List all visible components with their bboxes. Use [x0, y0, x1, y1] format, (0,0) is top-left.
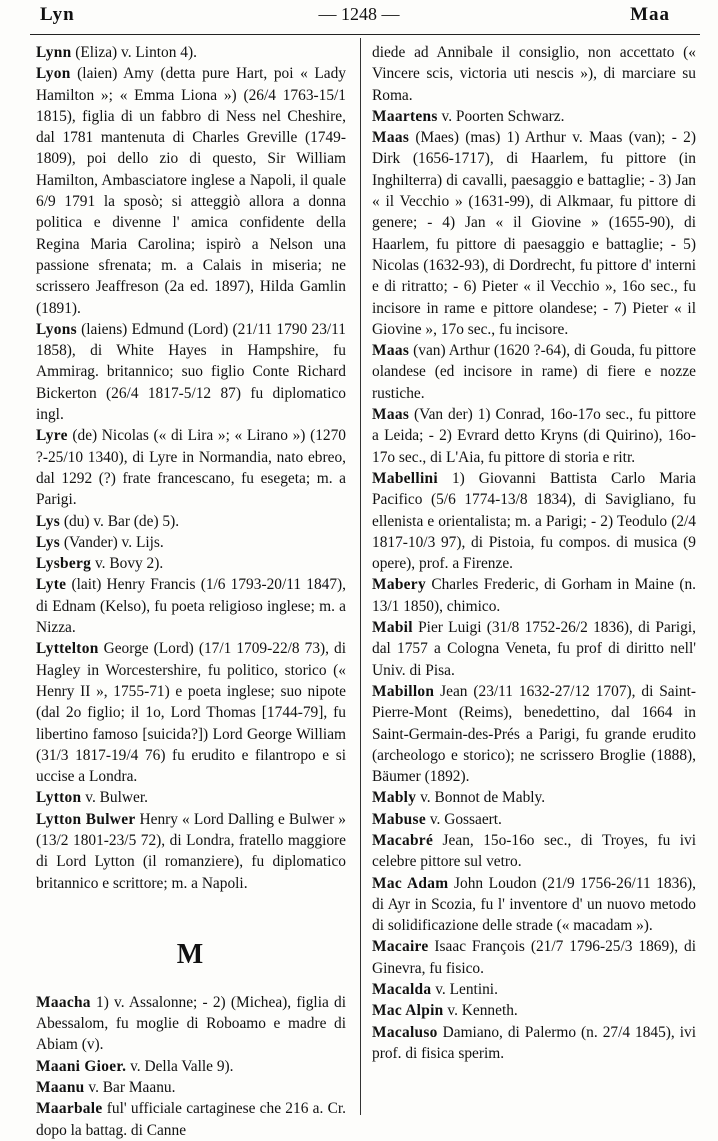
dictionary-entry: [36, 787, 346, 808]
entry-headword: Lyre: [36, 427, 68, 445]
right-entries: [372, 42, 696, 1064]
dictionary-entry: [372, 468, 696, 574]
entry-text: 1) Giovanni Battista Carlo Maria Pacifico (5/6 1774-13/8 1834), di Savigliano, fu ellenista e orientalista; m. a Parigi; - 2) Teodulo (2/4 1817-10/3 97), di Pistoia, fu compos. di musica (9 opere), prof. a Firenze.: [372, 469, 696, 573]
entry-headword: Maacha: [36, 993, 91, 1011]
dictionary-entry: [36, 511, 346, 532]
entry-text: Damiano, di Palermo (n. 27/4 1845), ivi prof. di fisica sperim.: [372, 1023, 696, 1062]
page-header: [0, 2, 718, 30]
entry-headword: Maas: [372, 342, 410, 360]
entry-headword: Mac Alpin: [372, 1002, 444, 1020]
entry-text: John Loudon (21/9 1756-26/11 1836), di Ayr in Scozia, fu l' inventore d' un nuovo metodo di solidificazione delle strade (« macadam »).: [372, 874, 696, 935]
entry-headword: Lyte: [36, 576, 67, 594]
section-letter: M: [176, 938, 206, 970]
dictionary-entry: [36, 1098, 346, 1141]
entry-headword: Mabuse: [372, 810, 426, 828]
dictionary-entry: [372, 127, 696, 340]
entry-text: Charles Frederic, di Gorham in Maine (n. 13/1 1850), chimico.: [372, 576, 696, 615]
entry-headword: Maas: [372, 406, 410, 424]
dictionary-entry: [36, 532, 346, 553]
dictionary-entry: [372, 681, 696, 787]
dictionary-entry: [372, 340, 696, 404]
dictionary-entry: [36, 1077, 346, 1098]
entry-headword: Mabil: [372, 619, 413, 637]
entry-text: (Maes) (mas) 1) Arthur v. Maas (van); - 2) Dirk (1656-1717), di Haarlem, fu pittore (in Inghilterra) di cavalli, paesaggio e battaglie; - 3) Jan « il Vecchio » (1631-99), di Alkmaar, fu pittore di genere; - 4) Jan « il Giovine » (1655-90), di Haarlem, fu pittore di paesaggio e battaglie; - 5) Nicolas (1632-93), di Dordrecht, fu pittore d' interni e di ritratto; - 6) Pieter « il Vecchio », 16o sec., fu incisore in rame e pittore olandese; - 7) Pieter « il Giovine », 17o sec., fu incisore.: [372, 129, 696, 338]
dictionary-entry: [36, 319, 346, 425]
entry-text: (de) Nicolas (« di Lira »; « Lirano ») (1270 ?-25/10 1340), di Lyre in Normandia, nato ebreo, dal 1292 (?) frate francescano, fu esegeta; m. a Parigi.: [36, 427, 346, 509]
left-entries-before: [36, 42, 346, 894]
entry-text: George (Lord) (17/1 1709-22/8 73), di Hagley in Worcestershire, fu politico, storico (« Henry II », 1755-71) e poeta inglese; suo nipote (dal 2o figlio; il 1o, Lord Thomas [1744-79], fu libertino famoso [suicida?]) Lord George William (31/3 1817-19/4 76) fu erudito e filantropo e si uccise a Londra.: [36, 640, 346, 786]
entry-text: v. Poorten Schwarz.: [437, 107, 565, 125]
entry-text: v. Bovy 2).: [91, 555, 164, 573]
header-rule: [30, 34, 700, 35]
entry-text: v. Kenneth.: [443, 1002, 518, 1020]
entry-headword: Lynn: [36, 44, 72, 61]
dictionary-entry: [372, 42, 696, 106]
entry-text: diede ad Annibale il consiglio, non accettato (« Vincere scis, victoria uti nescis »), di marciare su Roma.: [372, 44, 696, 104]
entry-text: Pier Luigi (31/8 1752-26/2 1836), di Parigi, dal 1757 a Cologna Veneta, fu prof di diritto nell' Univ. di Pisa.: [372, 619, 696, 679]
entry-text: (van) Arthur (1620 ?-64), di Gouda, fu pittore olandese (ed incisore in rame) di fiere e nozze rustiche.: [372, 342, 696, 402]
dictionary-entry: [372, 1000, 696, 1021]
dictionary-entry: [372, 830, 696, 873]
entry-text: Henry « Lord Dalling e Bulwer » (13/2 1801-23/5 72), di Londra, fratello maggiore di Lord Lytton (il romanziere), fu diplomatico britannico e scrittore; m. a Napoli.: [36, 810, 346, 892]
entry-headword: Macalda: [372, 981, 432, 999]
left-column: [36, 42, 346, 1141]
entry-text: Isaac François (21/7 1796-25/3 1869), di Ginevra, fu fisico.: [372, 938, 696, 977]
dictionary-entry: [36, 425, 346, 510]
dictionary-entry: [372, 936, 696, 979]
entry-text: v. Bulwer.: [81, 789, 148, 807]
entry-headword: Lytton: [36, 789, 82, 807]
entry-headword: Lytton Bulwer: [36, 810, 136, 828]
entry-headword: Mably: [372, 789, 417, 807]
entry-headword: Lys: [36, 533, 61, 551]
dictionary-entry: [372, 1022, 696, 1065]
dictionary-entry: [36, 42, 346, 63]
dictionary-entry: [372, 873, 696, 937]
entry-headword: Lyons: [36, 320, 77, 338]
entry-text: (Vander) v. Lijs.: [60, 533, 164, 551]
entry-text: (laiens) Edmund (Lord) (21/11 1790 23/11 1858), di White Hayes in Hampshire, fu Ammirag. britannico; suo figlio Conte Richard Bickerton (26/4 1817-5/12 87) fu diplomatico ingl.: [36, 320, 346, 424]
entry-headword: Lyttelton: [36, 640, 99, 658]
entry-text: Jean (23/11 1632-27/12 1707), di Saint-Pierre-Mont (Reims), benedettino, dal 1664 in Saint-Germain-des-Prés a Parigi, fu grande erudito (archeologo e storico); ne scrissero Broglie (1888), Bäumer (1892).: [372, 682, 696, 786]
entry-headword: Mabillon: [372, 682, 435, 700]
dictionary-entry: [36, 638, 346, 787]
dictionary-entry: [36, 809, 346, 894]
dictionary-entry: [36, 574, 346, 638]
entry-text: v. Della Valle 9).: [126, 1057, 234, 1075]
dictionary-entry: [372, 106, 696, 127]
dictionary-entry: [372, 404, 696, 468]
entry-headword: Maas: [372, 129, 410, 147]
entry-headword: Lysberg: [36, 555, 92, 573]
entry-text: (du) v. Bar (de) 5).: [60, 512, 180, 530]
entry-headword: Maarbale: [36, 1100, 103, 1118]
entry-text: 1) v. Assalonne; - 2) (Michea), figlia di Abessalom, fu moglie di Roboamo e madre di Abiam (v).: [36, 993, 346, 1054]
dictionary-entry: [372, 617, 696, 681]
page-number: — 1248 —: [318, 4, 400, 24]
entry-headword: Macabré: [372, 831, 434, 849]
entry-headword: Lys: [36, 512, 61, 530]
entry-text: (lait) Henry Francis (1/6 1793-20/11 1847), di Ednam (Kelso), fu poeta religioso inglese; m. a Nizza.: [36, 576, 346, 637]
entry-text: ful' ufficiale cartaginese che 216 a. Cr. dopo la battag. di Canne: [36, 1100, 346, 1139]
entry-headword: Maani Gioer.: [36, 1057, 127, 1075]
dictionary-entry: [36, 992, 346, 1056]
entry-text: Jean, 15o-16o sec., di Troyes, fu ivi celebre pittore sul vetro.: [372, 831, 696, 871]
entry-text: (laien) Amy (detta pure Hart, poi « Lady Hamilton »; « Emma Liona ») (26/4 1763-15/1 1815), figlia di un fabbro di Ness nel Cheshire, dal 1781 mantenuta di Charles Greville (1749-1809), poi dello zio di questo, Sir William Hamilton, Ambasciatore inglese a Napoli, il quale 6/9 1791 la sposò; si atteggiò allora a donna politica e divenne l' amica confidente della Regina Maria Carolina; ispirò a Nelson una passione sfrenata; m. a Calais in miseria; ne scrissero Jeaffreson (2a ed. 1897), Hilda Gamlin (1891).: [36, 65, 346, 317]
entry-text: (Eliza) v. Linton 4).: [71, 44, 197, 61]
column-divider: [360, 38, 361, 1115]
entry-headword: Maartens: [372, 107, 438, 125]
dictionary-entry: [36, 1056, 346, 1077]
entry-text: v. Gossaert.: [425, 810, 502, 828]
dictionary-entry: [36, 63, 346, 319]
entry-text: v. Bonnot de Mably.: [416, 789, 546, 807]
entry-headword: Maanu: [36, 1079, 85, 1097]
right-column: [372, 42, 696, 1064]
entry-text: (Van der) 1) Conrad, 16o-17o sec., fu pittore a Leida; - 2) Evrard detto Kryns (di Quirino), 16o-17o sec., di L'Aia, fu pittore di storia e ritr.: [372, 406, 696, 466]
left-entries-after: [36, 992, 346, 1141]
dictionary-entry: [372, 787, 696, 808]
entry-headword: Mabellini: [372, 469, 438, 487]
entry-headword: Mac Adam: [372, 874, 449, 892]
entry-text: v. Lentini.: [431, 981, 498, 999]
dictionary-entry: [372, 809, 696, 830]
dictionary-entry: [36, 553, 346, 574]
header-left-guide-word: Lyn: [40, 4, 75, 25]
header-right-guide-word: Maa: [630, 4, 670, 25]
entry-headword: Lyon: [36, 65, 71, 83]
entry-text: v. Bar Maanu.: [84, 1079, 176, 1097]
dictionary-entry: [372, 979, 696, 1000]
entry-headword: Mabery: [372, 576, 426, 594]
entry-headword: Macaire: [372, 938, 429, 956]
dictionary-entry: [372, 574, 696, 617]
entry-headword: Macaluso: [372, 1023, 438, 1041]
